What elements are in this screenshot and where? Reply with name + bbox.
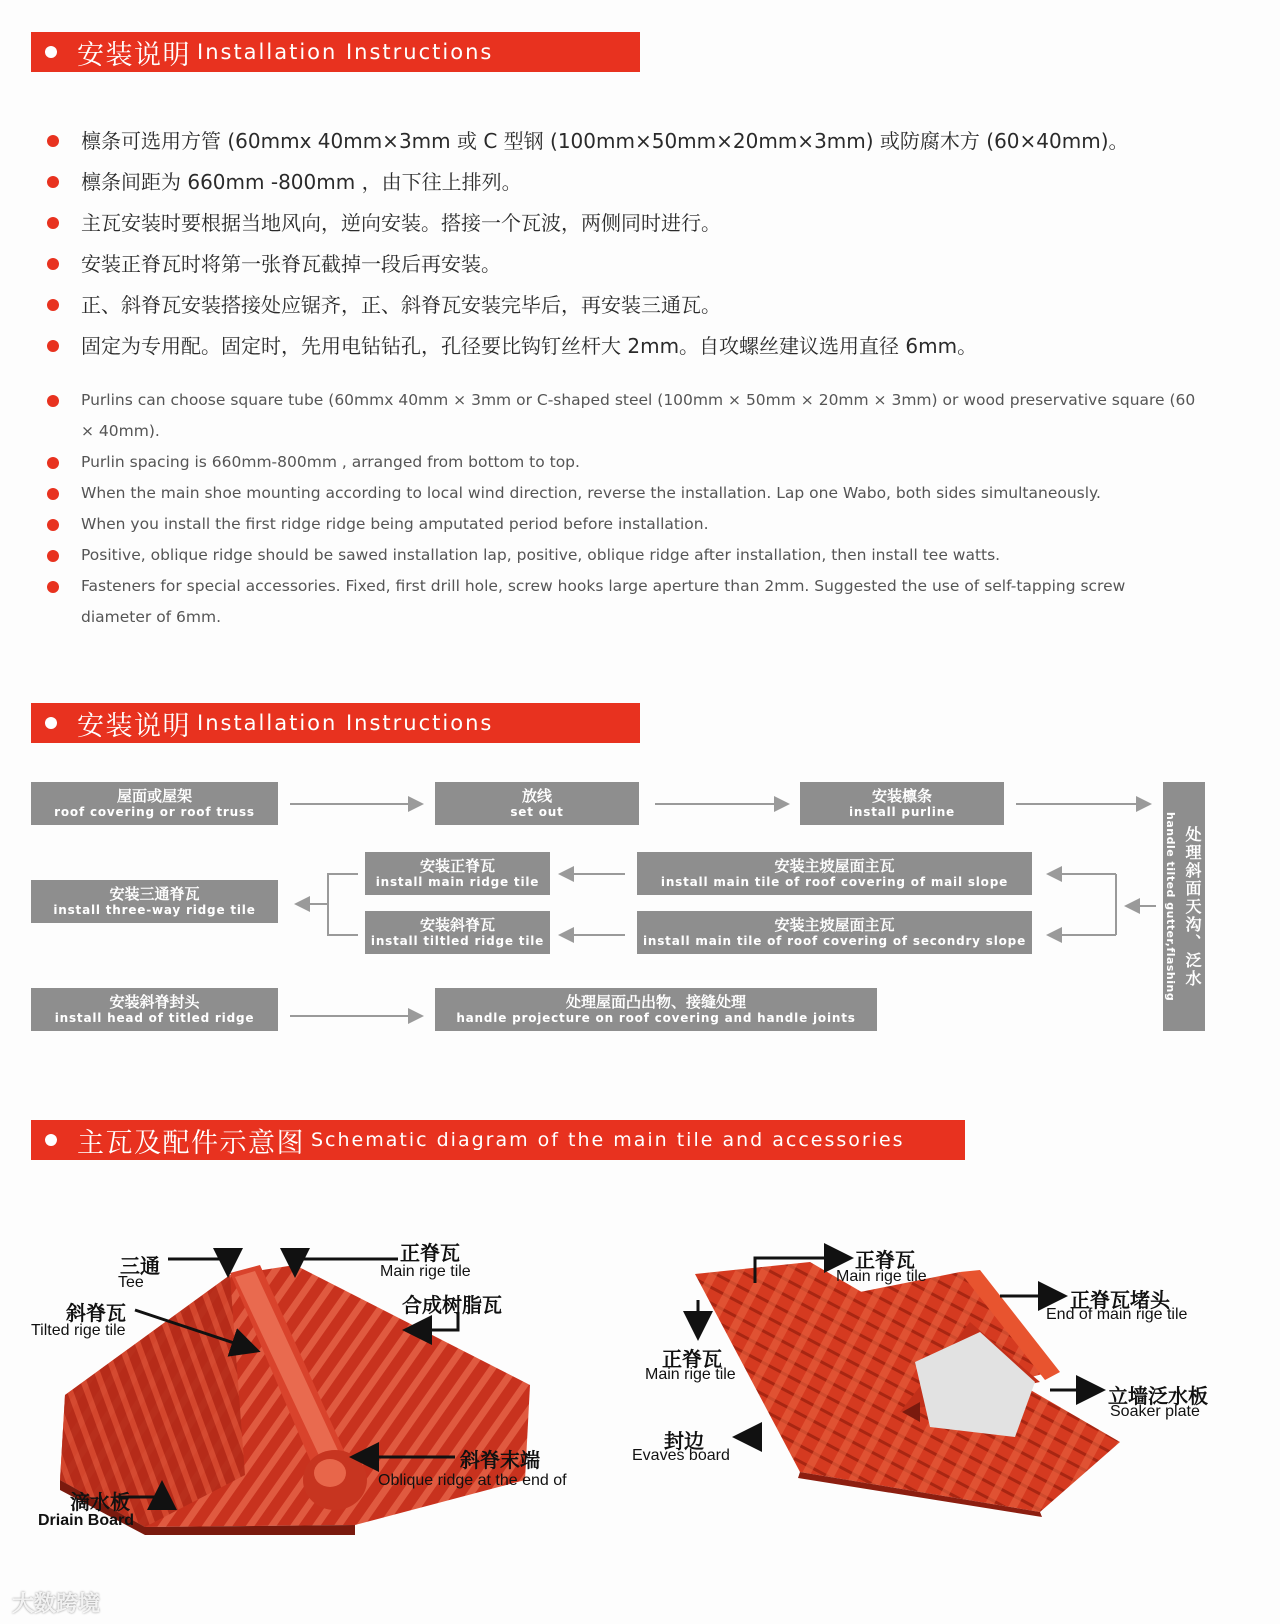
flow-step-zh: 安装主坡屋面主瓦: [774, 916, 895, 934]
label-oblique-en: Oblique ridge at the end of: [378, 1472, 567, 1489]
pointer-drain: [118, 1486, 162, 1497]
section-title-zh: 安装说明: [77, 39, 191, 71]
label-eaves-en: Evaves board: [632, 1447, 730, 1464]
pointer-main-ridge: [295, 1259, 398, 1272]
list-item: 正、斜脊瓦安装搭接处应锯齐，正、斜脊瓦安装完毕后，再安装三通瓦。: [47, 285, 1200, 326]
flow-step-en: set out: [510, 805, 564, 819]
flow-step-en: install three-way ridge tile: [53, 903, 256, 917]
flow-step-en: handle projecture on roof covering and handle joints: [456, 1011, 856, 1025]
flow-step-zh: 安装檩条: [871, 787, 932, 805]
flow-step-en: roof covering or roof truss: [54, 805, 255, 819]
flow-step-en: install head of titled ridge: [54, 1011, 255, 1025]
list-item: Fasteners for special accessories. Fixed, first drill hole, screw hooks large aperture than 2mm. Suggested the use of self-tapping screw diameter of 6mm.: [47, 571, 1200, 633]
flow-step-zh: 放线: [521, 787, 552, 805]
label-main-ridge-zh: 正脊瓦: [400, 1243, 460, 1265]
list-item: 檩条可选用方管 (60mmx 40mm×3mm 或 C 型钢 (100mm×50mm×20mm×3mm) 或防腐木方 (60×40mm)。: [47, 121, 1200, 162]
flow-step-en: install tiltled ridge tile: [370, 934, 545, 948]
label-tilted-en: Tilted rige tile: [31, 1322, 126, 1339]
section-title-zh: 安装说明: [77, 710, 191, 742]
list-item: 固定为专用配。固定时，先用电钻钻孔，孔径要比钩钉丝杆大 2mm。自攻螺丝建议选用直径 6mm。: [47, 326, 1200, 367]
section-title-en: Schematic diagram of the main tile and accessories: [311, 1129, 905, 1151]
list-item: 安装正脊瓦时将第一张脊瓦截掉一段后再安装。: [47, 244, 1200, 285]
flow-step-en: install main ridge tile: [375, 875, 540, 889]
label-main-ridge-en: Main rige tile: [380, 1263, 471, 1280]
list-item: 主瓦安装时要根据当地风向，逆向安装。搭接一个瓦波，两侧同时进行。: [47, 203, 1200, 244]
watermark: 大数跨境: [12, 1592, 101, 1617]
label-tilted-zh: 斜脊瓦: [66, 1303, 126, 1325]
section-title-zh: 主瓦及配件示意图: [77, 1127, 305, 1159]
label-soaker-en: Soaker plate: [1110, 1403, 1200, 1420]
label-main-ridge-left-zh: 正脊瓦: [662, 1349, 722, 1371]
flow-step-zh: 处理屋面凸出物、接缝处理: [565, 993, 746, 1011]
pointer-main-ridge-top: [755, 1258, 848, 1283]
flow-step-zh: 安装正脊瓦: [419, 857, 495, 875]
label-tee-zh: 三通: [120, 1256, 160, 1278]
pointer-tilted: [135, 1310, 255, 1350]
label-oblique-zh: 斜脊末端: [460, 1450, 540, 1472]
list-item: 檩条间距为 660mm -800mm ，由下往上排列。: [47, 162, 1200, 203]
label-main-ridge-top-zh: 正脊瓦: [855, 1250, 915, 1272]
flow-step-en: handle tilted gutter,flashing: [1164, 811, 1177, 1002]
label-drain-en: Driain Board: [38, 1512, 135, 1529]
list-item: When the main shoe mounting according to local wind direction, reverse the installation. Lap one Wabo, both sides simultaneously.: [47, 478, 1200, 509]
label-main-ridge-top-en: Main rige tile: [836, 1268, 927, 1285]
flow-step-en: install main tile of roof covering of secondry slope: [642, 934, 1027, 948]
label-eaves-zh: 封边: [664, 1431, 704, 1453]
flow-step-zh: 处理斜面天沟、泛水: [1183, 825, 1202, 988]
label-main-ridge-left-en: Main rige tile: [645, 1366, 736, 1383]
flow-step-zh: 安装三通脊瓦: [109, 885, 200, 903]
list-item: Positive, oblique ridge should be sawed installation lap, positive, oblique ridge after installation, then install tee watts.: [47, 540, 1200, 571]
section-title-en: Installation Instructions: [197, 711, 494, 735]
label-resin-zh: 合成树脂瓦: [402, 1295, 502, 1317]
label-soaker-zh: 立墙泛水板: [1108, 1386, 1208, 1408]
flow-step-en: install main tile of roof covering of mail slope: [660, 875, 1009, 889]
flow-step-zh: 安装斜脊封头: [109, 993, 200, 1011]
label-drain-zh: 滴水板: [70, 1492, 130, 1514]
list-item: When you install the first ridge ridge being amputated period before installation.: [47, 509, 1200, 540]
pointer-tee: [168, 1259, 228, 1272]
section-title-en: Installation Instructions: [197, 40, 494, 64]
list-item: Purlins can choose square tube (60mmx 40mm × 3mm or C-shaped steel (100mm × 50mm × 20mm × 3mm) or wood preservative square (60 × 40mm).: [47, 385, 1200, 447]
flow-step-zh: 安装斜脊瓦: [419, 916, 495, 934]
label-end-en: End of main rige tile: [1046, 1306, 1188, 1323]
flow-step-zh: 安装主坡屋面主瓦: [774, 857, 895, 875]
flow-step-zh: 屋面或屋架: [116, 787, 192, 805]
label-end-zh: 正脊瓦堵头: [1070, 1290, 1170, 1312]
pointer-resin: [408, 1312, 458, 1330]
flow-step-en: install purline: [849, 805, 955, 819]
list-item: Purlin spacing is 660mm-800mm , arranged from bottom to top.: [47, 447, 1200, 478]
label-tee-en: Tee: [118, 1274, 144, 1291]
